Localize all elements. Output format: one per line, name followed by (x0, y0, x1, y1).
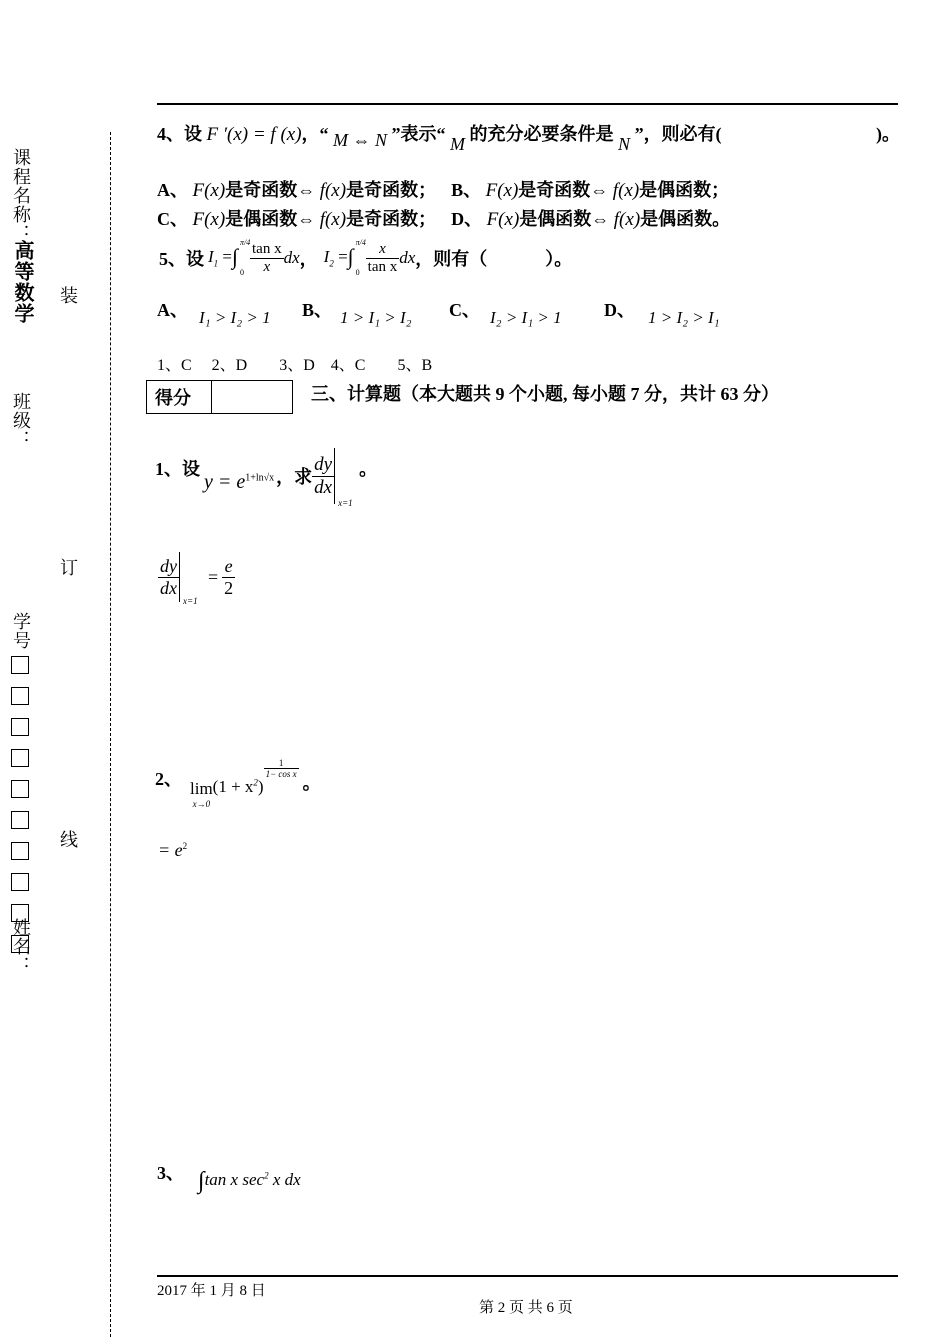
student-id-boxes (11, 652, 31, 962)
q4-option-row-2: C、 F(x)是偶函数⇔ f(x)是奇函数； D、 F(x)是偶函数⇔ f(x)是偶函数。 (157, 209, 731, 230)
q5-option-a: I₁ > I₂ > 1 (199, 308, 271, 327)
id-box[interactable] (11, 873, 29, 891)
q5-option-c-label: C、 (449, 300, 480, 320)
footer-date: 2017 年 1 月 8 日 (157, 1283, 266, 1299)
q5-option-d-label: D、 (604, 300, 635, 320)
footer-page: 第 2 页 共 6 页 (479, 1300, 573, 1316)
answers-line: 1、C 2、D 3、D 4、C 5、B (157, 357, 433, 374)
score-box (146, 380, 293, 414)
binding-char-zhuang: 装 (60, 286, 78, 306)
q5-option-a-label: A、 (157, 300, 188, 320)
score-value[interactable] (212, 381, 293, 414)
id-box[interactable] (11, 718, 29, 736)
id-box[interactable] (11, 749, 29, 767)
binding-char-ding: 订 (60, 558, 78, 578)
q5-stem: 5、设 $I_1$ = ∫ π/4 0 $\frac{\text{tan x}}{x}$ dx ， $I_2$ = ∫ π/4 0 $\frac{x}{\text{tan x}}$ dx ，则有（ ）。 (159, 238, 573, 277)
q4-m-iff-n: M ⇔ N (333, 130, 388, 150)
binding-line (110, 132, 111, 1337)
id-box[interactable] (11, 811, 29, 829)
p2-stem: 2、 lim x→0 $(1 + x^2)$ $\frac{1}{\text{1− cos x}}$ 。 (155, 758, 321, 809)
p1-stem: 1、设 $y = e^{1+ln√x}$ ，求 $\frac{dy}{dx}$ x=1 。 (155, 448, 377, 504)
p3-stem: 3、 ∫ tan x $\sec^2 x$ dx (157, 1162, 301, 1194)
class-label: 班级： (11, 392, 31, 449)
name-label: 姓名： (11, 918, 31, 975)
student-id-label: 学号 (11, 612, 31, 650)
p1-answer: $\frac{dy}{dx}$ x=1 = $\frac{e}{2}$ (158, 552, 235, 602)
p2-answer: = $e^2$ (158, 840, 188, 860)
id-box[interactable] (11, 656, 29, 674)
top-rule (157, 103, 898, 105)
section-title: 三、计算题（本大题共 9 个小题, 每小题 7 分，共计 63 分） (311, 384, 779, 404)
id-box[interactable] (11, 842, 29, 860)
q4-expr: F ′(x) = f (x) (206, 124, 302, 145)
score-label: 得分 (147, 381, 212, 414)
id-box[interactable] (11, 780, 29, 798)
q5-option-b-label: B、 (302, 300, 333, 320)
q5-option-b: 1 > I₁ > I₂ (340, 308, 412, 327)
q4-option-row-1: A、 F(x)是奇函数⇔ f(x)是奇函数； B、 F(x)是奇函数⇔ f(x)是偶函数； (157, 180, 730, 201)
q4-close: )。 (876, 124, 900, 144)
id-box[interactable] (11, 687, 29, 705)
course-name: 高等数学 (11, 240, 33, 324)
q5-option-c: I₂ > I₁ > 1 (490, 308, 562, 327)
course-label: 课程名称： (11, 148, 31, 243)
bottom-rule (157, 1275, 898, 1277)
q5-option-d: 1 > I₂ > I₁ (648, 308, 720, 327)
q4-stem: 4、设 F ′(x) = f (x)，“ M ⇔ N ”表示“ M 的充分必要条件是 N ”，则必有( (157, 124, 722, 154)
binding-char-xian: 线 (60, 830, 78, 850)
